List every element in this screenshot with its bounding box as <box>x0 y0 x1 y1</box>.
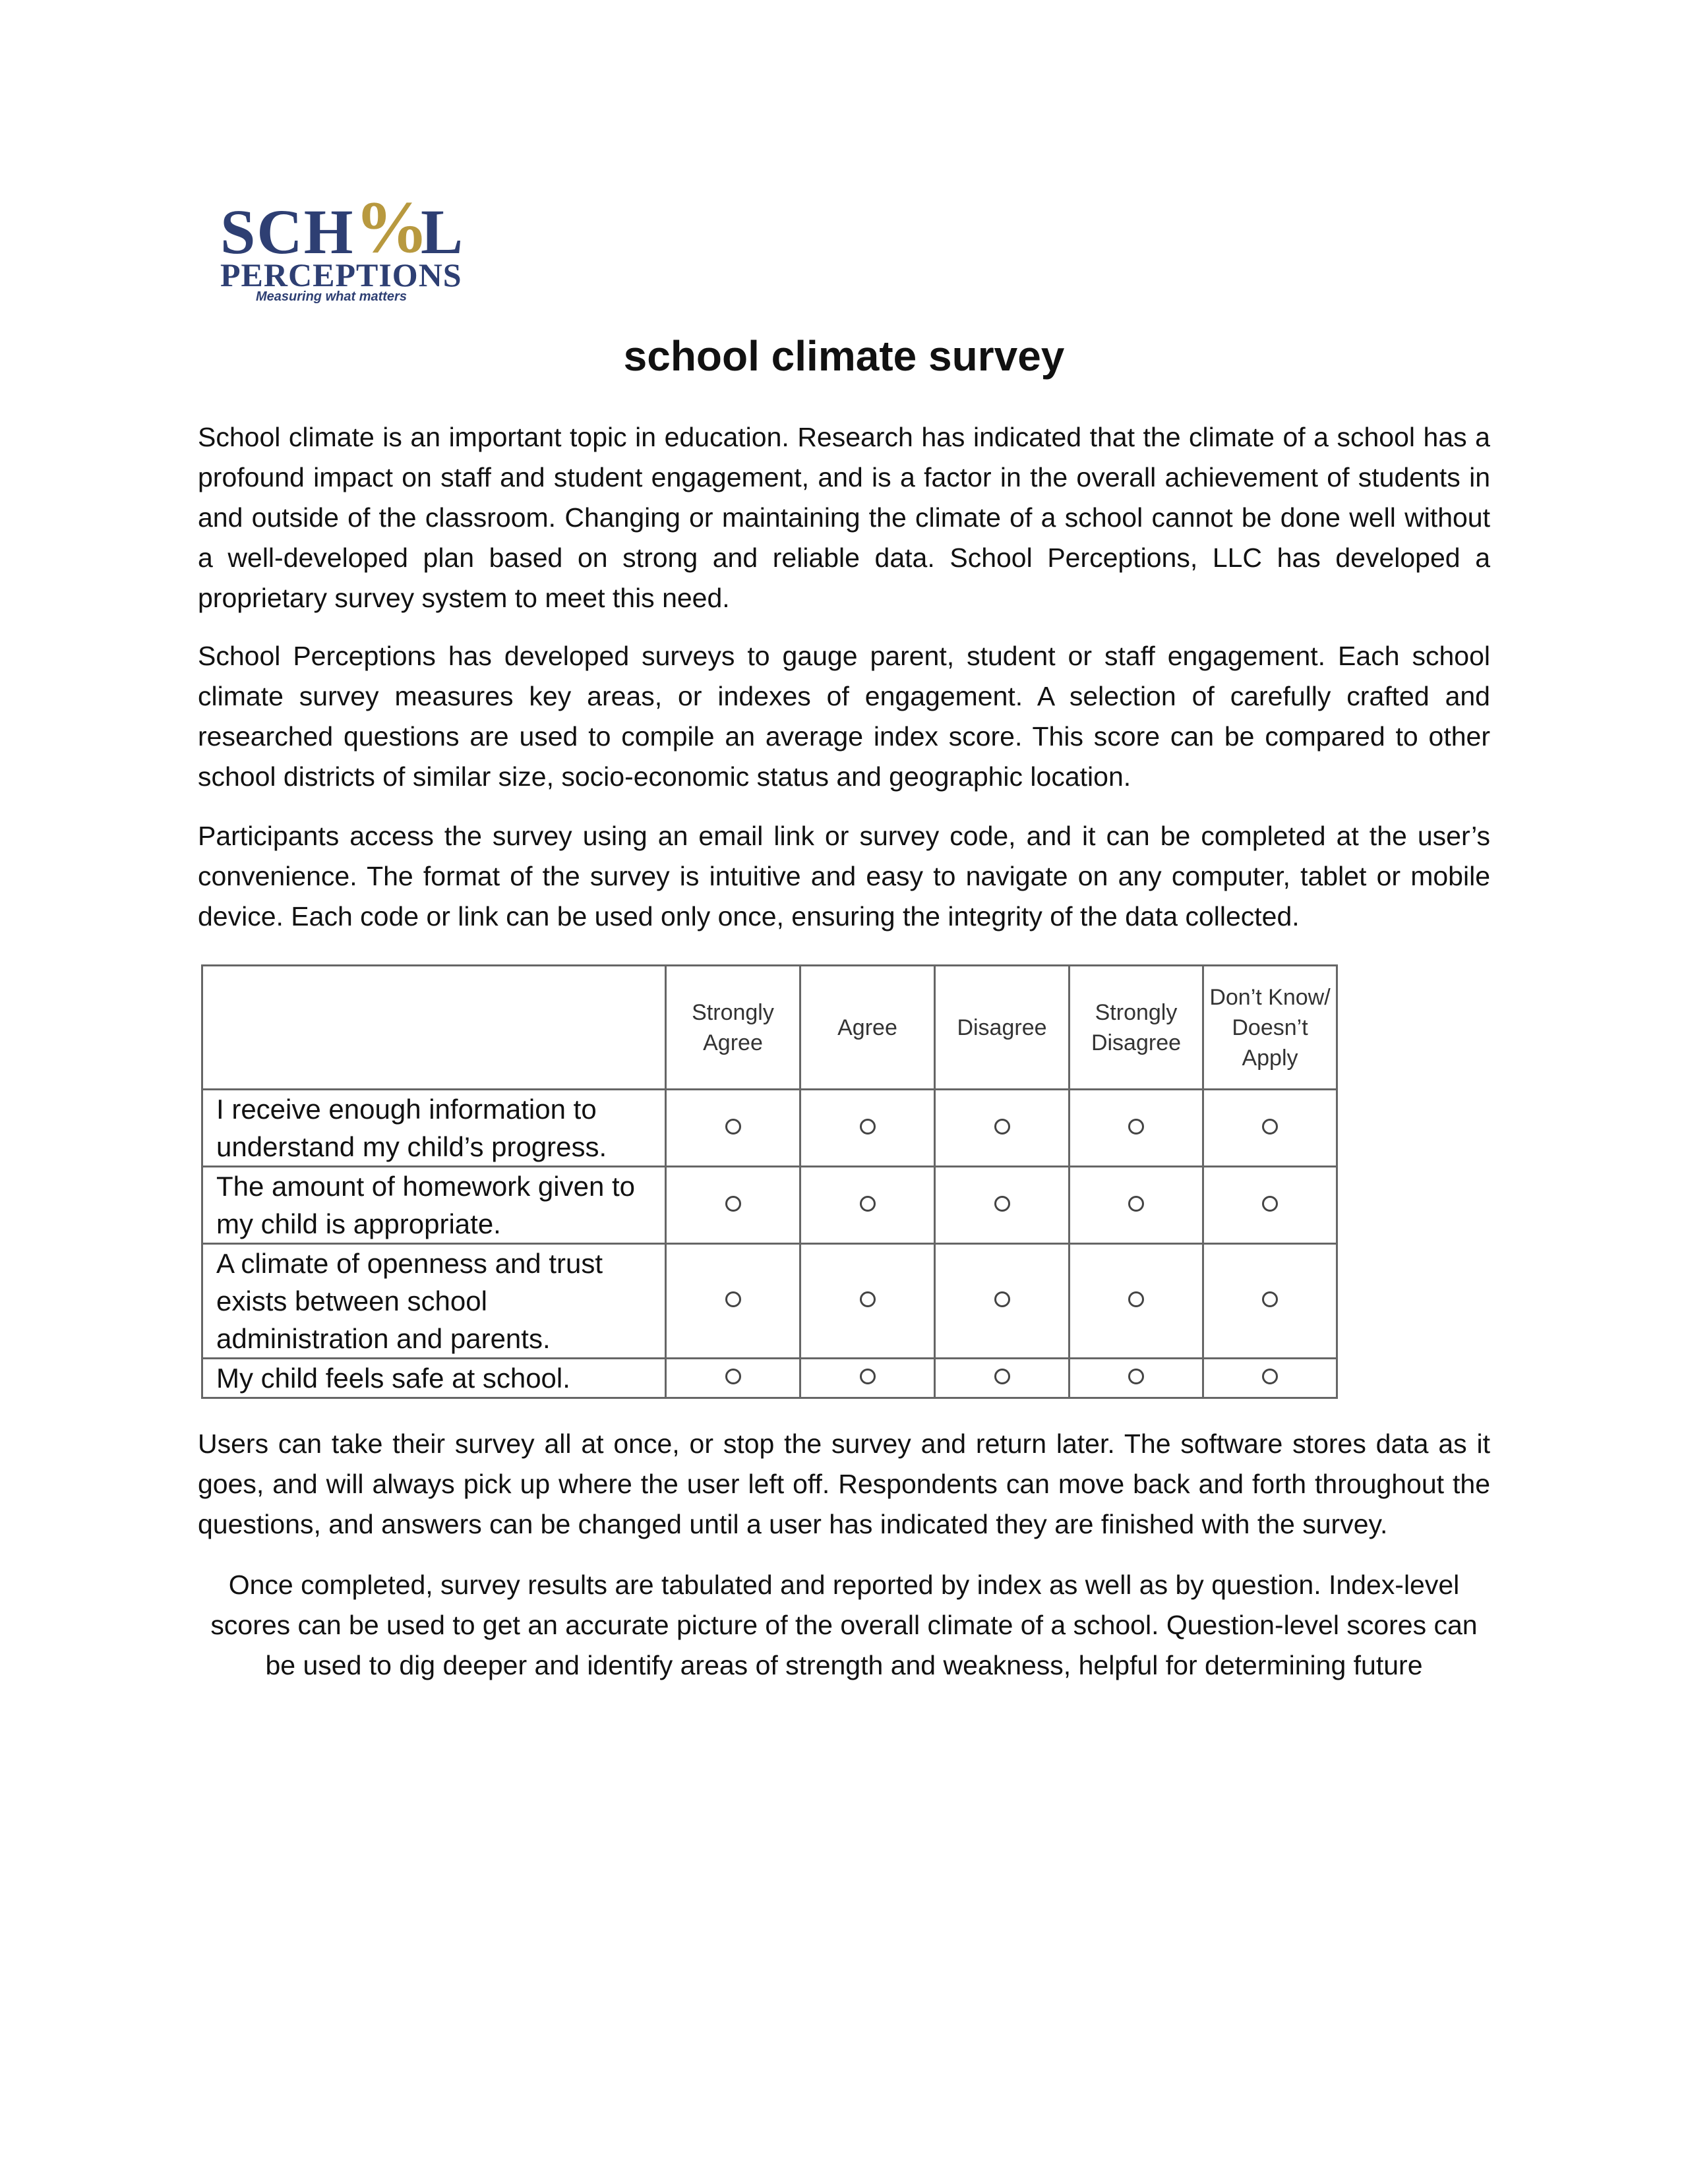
question-text: A climate of openness and trust exists between school administration and parents. <box>202 1244 666 1359</box>
radio-button[interactable] <box>1262 1291 1278 1307</box>
option-cell <box>935 1090 1070 1167</box>
radio-button[interactable] <box>994 1369 1010 1384</box>
table-header-row <box>202 966 1337 1090</box>
option-cell <box>666 1359 800 1398</box>
option-cell <box>935 1167 1070 1244</box>
radio-button[interactable] <box>860 1291 876 1307</box>
option-cell <box>666 1167 800 1244</box>
intro-paragraph: School climate is an important topic in education. Research has indicated that the climate of a school has a profound impact on staff and student engagement, and is a factor in the overall achievement of students in and outside of the classroom. Changing or maintaining the climate of a school cannot be done well without a well-developed plan based on strong and reliable data. School Perceptions, LLC has developed a proprietary survey system to meet this need. <box>198 422 1490 613</box>
radio-button[interactable] <box>725 1119 741 1135</box>
column-header: Agree <box>800 966 935 1090</box>
sample-survey-table <box>201 964 1338 1399</box>
radio-button[interactable] <box>725 1291 741 1307</box>
option-cell <box>1203 1090 1337 1167</box>
option-cell <box>800 1090 935 1167</box>
page-title: school climate survey <box>623 332 1065 380</box>
option-cell <box>1203 1167 1337 1244</box>
header-blank-cell <box>202 966 666 1090</box>
radio-button[interactable] <box>1262 1369 1278 1384</box>
table-row <box>202 1167 1337 1244</box>
radio-button[interactable] <box>994 1196 1010 1212</box>
option-cell <box>1203 1244 1337 1359</box>
saving-paragraph: Users can take their survey all at once, or stop the survey and return later. The software stores data as it goes, and will always pick up where the user left off. Respondents can move back and forth throughout the questions, and answers can be changed until a user has indicated they are finished with the survey. <box>198 1429 1490 1539</box>
option-cell <box>800 1244 935 1359</box>
column-header: Don’t Know/ Doesn’t Apply <box>1203 966 1337 1090</box>
radio-button[interactable] <box>1262 1196 1278 1212</box>
question-text: My child feels safe at school. <box>202 1359 666 1398</box>
radio-button[interactable] <box>1262 1119 1278 1135</box>
radio-button[interactable] <box>994 1119 1010 1135</box>
column-header: Strongly Disagree <box>1070 966 1203 1090</box>
option-cell <box>935 1244 1070 1359</box>
option-cell <box>1070 1244 1203 1359</box>
column-header: Strongly Agree <box>666 966 800 1090</box>
option-cell <box>800 1359 935 1398</box>
radio-button[interactable] <box>1128 1119 1144 1135</box>
radio-button[interactable] <box>994 1291 1010 1307</box>
access-paragraph: Participants access the survey using an email link or survey code, and it can be completed at the user’s convenience. The format of the survey is intuitive and easy to navigate on any computer, tablet or mobile device. Each code or link can be used only once, ensuring the integrity of the data collected. <box>198 821 1490 931</box>
radio-button[interactable] <box>725 1369 741 1384</box>
svg-text:PERCEPTIONS: PERCEPTIONS <box>220 256 462 293</box>
option-cell <box>1070 1167 1203 1244</box>
table-row <box>202 1359 1337 1398</box>
engagement-paragraph: School Perceptions has developed surveys to gauge parent, student or staff engagement. Each school climate survey measures key areas, or indexes of engagement. A selection of carefully crafted and researched questions are used to compile an average index score. This score can be compared to other school districts of similar size, socio-economic status and geographic location. <box>198 641 1490 792</box>
option-cell <box>666 1244 800 1359</box>
option-cell <box>800 1167 935 1244</box>
radio-button[interactable] <box>860 1196 876 1212</box>
option-cell <box>666 1090 800 1167</box>
radio-button[interactable] <box>860 1119 876 1135</box>
table-row <box>202 1244 1337 1359</box>
radio-button[interactable] <box>1128 1369 1144 1384</box>
option-cell <box>1203 1359 1337 1398</box>
radio-button[interactable] <box>725 1196 741 1212</box>
school-perceptions-logo <box>215 195 492 307</box>
radio-button[interactable] <box>1128 1291 1144 1307</box>
option-cell <box>935 1359 1070 1398</box>
radio-button[interactable] <box>1128 1196 1144 1212</box>
radio-button[interactable] <box>860 1369 876 1384</box>
svg-text:Measuring what matters: Measuring what matters <box>256 289 407 304</box>
option-cell <box>1070 1090 1203 1167</box>
svg-text:%: % <box>355 195 429 268</box>
column-header: Disagree <box>935 966 1070 1090</box>
question-text: I receive enough information to understand my child’s progress. <box>202 1090 666 1167</box>
results-paragraph: Once completed, survey results are tabulated and reported by index as well as by question. Index-level scores can be used to get an accurate picture of the overall climate of a school. Question-level scores can be used to dig deeper and identify areas of strength and weakness, helpful for determining future <box>210 1570 1478 1680</box>
svg-text:L: L <box>421 196 464 267</box>
option-cell <box>1070 1359 1203 1398</box>
table-row <box>202 1090 1337 1167</box>
question-text: The amount of homework given to my child is appropriate. <box>202 1167 666 1244</box>
svg-text:SCH: SCH <box>220 196 355 267</box>
